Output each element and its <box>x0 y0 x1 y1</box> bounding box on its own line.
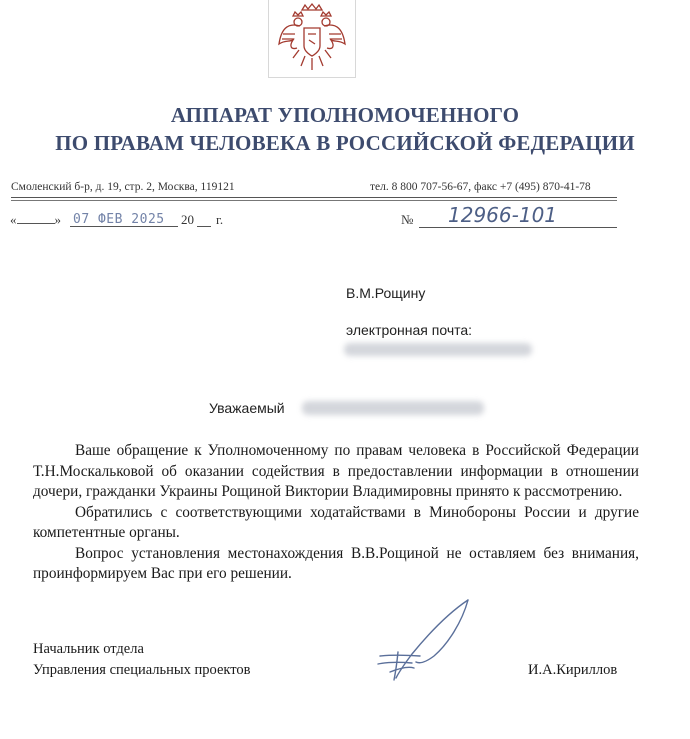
date-line <box>10 212 61 228</box>
letter-body <box>33 441 639 585</box>
date-year-blank <box>197 226 211 227</box>
body-paragraph-1: Ваше обращение к Уполномоченному по правам человека в Российской Федерации Т.Н.Москальковой об оказании содействия в предоставлении информации в отношении дочери, гражданки Украины Рощиной Виктории Владимировны принято к рассмотрению. <box>33 442 639 500</box>
date-year-suffix: г. <box>216 212 224 227</box>
addressee-email-label: электронная почта: <box>346 322 473 338</box>
header-divider <box>11 197 617 198</box>
date-year-prefix: 20 <box>181 212 194 227</box>
redacted-recipient-name <box>302 401 484 415</box>
date-close-quote: » <box>54 212 61 227</box>
date-open-quote: « <box>10 212 17 227</box>
org-address: Смоленский б-р, д. 19, стр. 2, Москва, 119121 <box>11 181 235 193</box>
signer-name: И.А.Кириллов <box>528 662 618 678</box>
handwritten-number: 12966-101 <box>448 203 558 227</box>
body-paragraph-3: Вопрос установления местонахождения В.В.Рощиной не оставляем без внимания, проинформируем Вас при его решении. <box>33 544 639 582</box>
addressee-name: В.М.Рощину <box>346 285 426 301</box>
date-stamp: 07 ФЕВ 2025 <box>73 212 165 227</box>
number-label: № <box>401 212 414 227</box>
handwritten-signature <box>350 592 490 692</box>
org-title-line2: ПО ПРАВАМ ЧЕЛОВЕКА В РОССИЙСКОЙ ФЕДЕРАЦИИ <box>55 131 635 155</box>
date-day-blank <box>17 223 55 224</box>
number-blank <box>419 227 617 228</box>
org-contacts: тел. 8 800 707-56-67, факс +7 (495) 870-41-78 <box>370 181 591 193</box>
body-paragraph-2: Обратились с соответствующими ходатайствами в Минобороны России и другие компетентные органы. <box>33 503 639 541</box>
salutation: Уважаемый <box>209 400 285 416</box>
signer-position-line1: Начальник отдела <box>33 641 144 657</box>
emblem-frame <box>268 0 356 78</box>
signer-position-line2: Управления специальных проектов <box>33 662 251 678</box>
org-title-line1: АППАРАТ УПОЛНОМОЧЕННОГО <box>170 103 520 127</box>
russian-coat-of-arms-icon <box>269 0 355 76</box>
header-divider-thin <box>11 200 617 201</box>
redacted-email <box>344 343 532 356</box>
